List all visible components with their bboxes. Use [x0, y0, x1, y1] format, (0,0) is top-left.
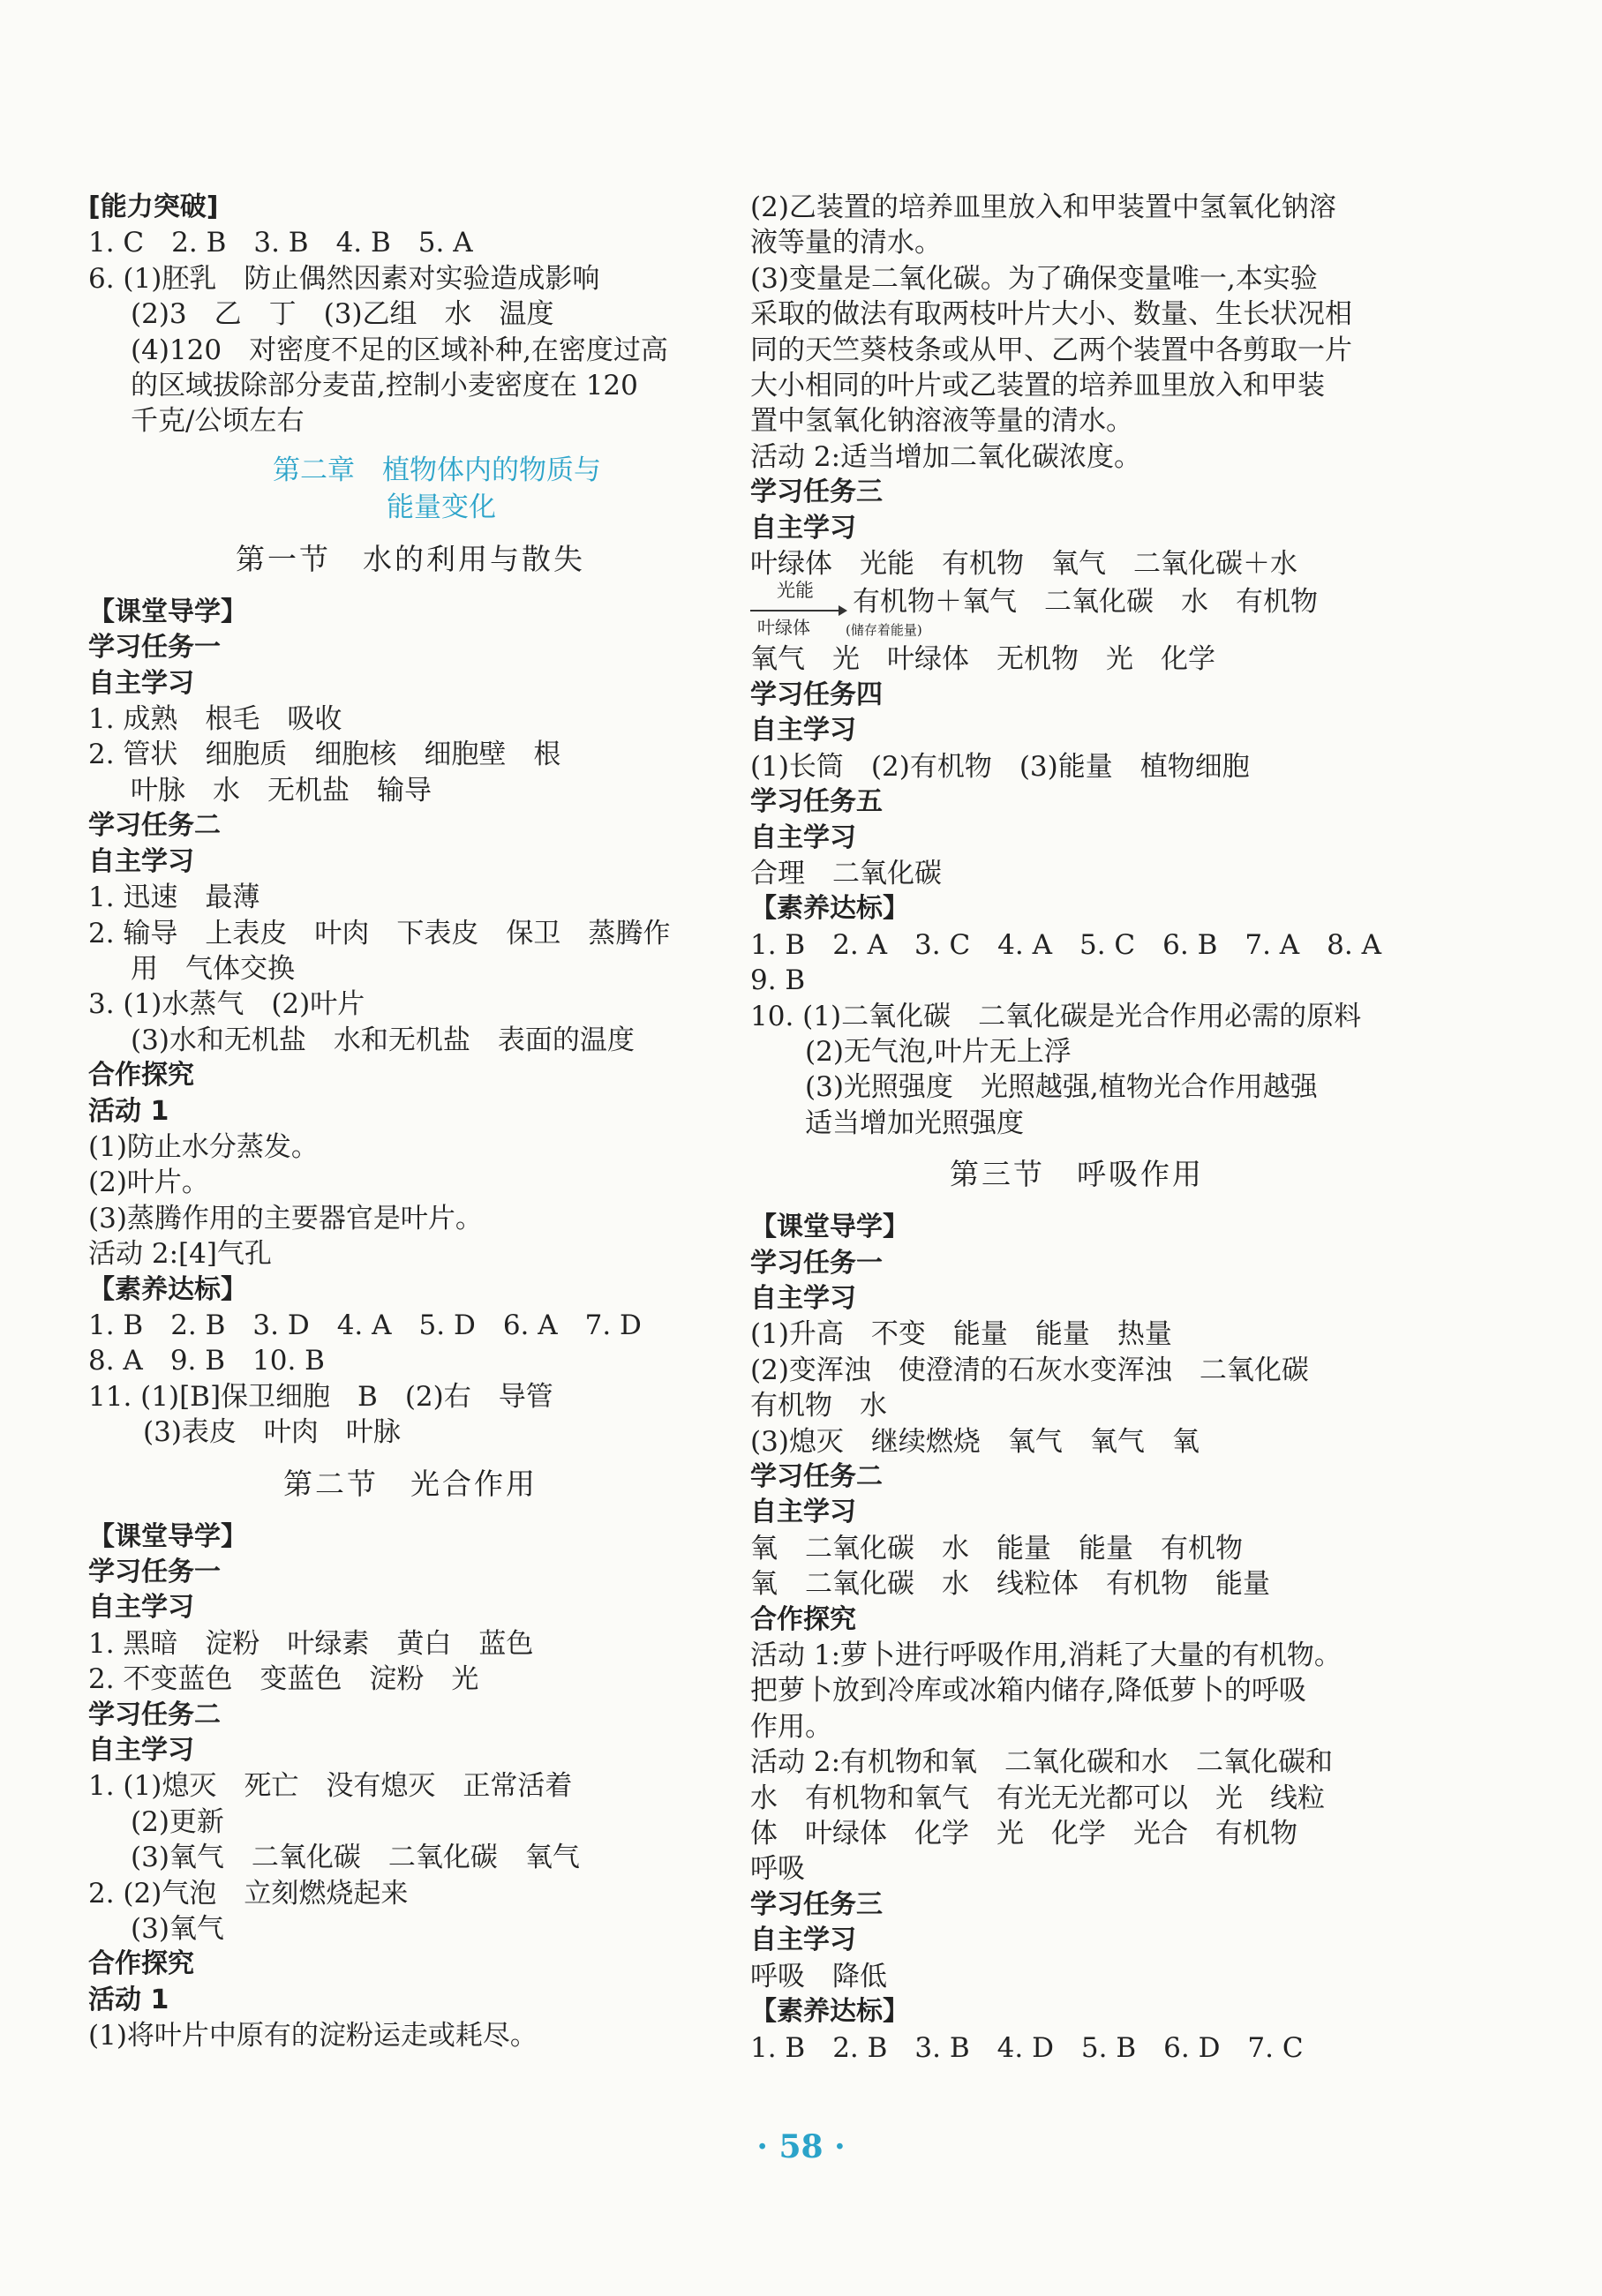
answer-line: 9. B — [750, 964, 806, 997]
answer-line: (1)将叶片中原有的淀粉运走或耗尽。 — [88, 2020, 538, 2052]
study-header: 自主学习 — [88, 1735, 194, 1767]
answer-line: 2. 不变蓝色 变蓝色 淀粉 光 — [88, 1663, 479, 1696]
answer-line: 活动 2:有机物和氧 二氧化碳和水 二氧化碳和 — [750, 1746, 1334, 1779]
study-header: 自主学习 — [750, 822, 856, 853]
answer-line: 千克/公顷左右 — [131, 405, 305, 438]
subsection-header: 【素养达标】 — [750, 893, 909, 925]
chapter-title-line2: 能量变化 — [387, 491, 496, 523]
coop-header: 合作探究 — [750, 1603, 856, 1635]
answer-line: 采取的做法有取两枝叶片大小、数量、生长状况相 — [750, 298, 1352, 331]
answer-line: 1. 迅速 最薄 — [88, 882, 260, 914]
study-header: 自主学习 — [750, 512, 856, 544]
answer-line: 活动 2:适当增加二氧化碳浓度。 — [750, 440, 1142, 473]
subsection-header: 【课堂导学】 — [88, 1520, 247, 1552]
answer-line: (1)长筒 (2)有机物 (3)能量 植物细胞 — [750, 750, 1250, 783]
answer-line: 的区域拔除部分麦苗,控制小麦密度在 120 — [131, 370, 638, 402]
answer-line: (2)乙装置的培养皿里放入和甲装置中氢氧化钠溶 — [750, 191, 1336, 223]
task-header: 学习任务一 — [88, 632, 221, 664]
answer-line: 液等量的清水。 — [750, 227, 942, 259]
answer-line: 氧气 光 叶绿体 无机物 光 化学 — [750, 643, 1215, 676]
equation-condition: 光能 — [777, 580, 814, 602]
study-header: 自主学习 — [750, 1282, 856, 1314]
study-header: 自主学习 — [88, 1592, 194, 1624]
answer-line: 10. (1)二氧化碳 二氧化碳是光合作用必需的原料 — [750, 1000, 1362, 1032]
answer-line: (2)更新 — [131, 1805, 224, 1838]
answer-line: 把萝卜放到冷库或冰箱内储存,降低萝卜的呼吸 — [750, 1675, 1306, 1707]
answer-line: 作用。 — [750, 1710, 832, 1743]
answer-line: (1)防止水分蒸发。 — [88, 1130, 319, 1163]
equation-note: (储存着能量) — [846, 622, 922, 639]
subsection-header: 【课堂导学】 — [750, 1212, 909, 1243]
task-header: 学习任务四 — [750, 679, 883, 710]
answer-line: 适当增加光照强度 — [805, 1107, 1024, 1139]
page-number: · 58 · — [756, 2128, 846, 2165]
task-header: 学习任务二 — [750, 1461, 883, 1492]
answer-line: 11. (1)[B]保卫细胞 B (2)右 导管 — [88, 1380, 553, 1413]
answer-line: (1)升高 不变 能量 能量 热量 — [750, 1318, 1172, 1351]
answer-line: 合理 二氧化碳 — [750, 857, 942, 889]
chapter-title — [88, 452, 733, 526]
answer-line: 氧 二氧化碳 水 能量 能量 有机物 — [750, 1532, 1243, 1564]
answer-line: 1. 成熟 根毛 吸收 — [88, 703, 342, 736]
answer-line: 大小相同的叶片或乙装置的培养皿里放入和甲装 — [750, 370, 1325, 402]
answer-line: 1. B 2. B 3. B 4. D 5. B 6. D 7. C — [750, 2031, 1304, 2064]
answer-line: 叶绿体 光能 有机物 氧气 二氧化碳＋水 — [750, 548, 1297, 581]
subsection-header: 【素养达标】 — [750, 1996, 909, 2028]
section-title: 第一节 水的利用与散失 — [236, 541, 585, 576]
answer-line: 3. (1)水蒸气 (2)叶片 — [88, 988, 365, 1021]
study-header: 自主学习 — [750, 715, 856, 747]
answer-line: 1. B 2. B 3. D 4. A 5. D 6. A 7. D — [88, 1309, 642, 1341]
answer-line: 体 叶绿体 化学 光 化学 光合 有机物 — [750, 1818, 1297, 1850]
answer-line: (3)表皮 叶肉 叶脉 — [143, 1416, 401, 1449]
task-header: 学习任务三 — [750, 1888, 883, 1920]
answer-line: (2)3 乙 丁 (3)乙组 水 温度 — [131, 298, 554, 331]
chapter-title-line1: 第二章 植物体内的物质与 — [273, 454, 601, 486]
subsection-header: 【课堂导学】 — [88, 596, 247, 627]
task-header: 学习任务一 — [88, 1557, 221, 1587]
answer-line: 2. 管状 细胞质 细胞核 细胞壁 根 — [88, 739, 561, 771]
activity-header: 活动 1 — [88, 1095, 169, 1127]
subsection-header: 【素养达标】 — [88, 1273, 247, 1305]
answer-line: 1. C 2. B 3. B 4. B 5. A — [88, 227, 473, 259]
answer-line: 置中氢氧化钠溶液等量的清水。 — [750, 405, 1133, 438]
answer-line: 活动 2:[4]气孔 — [88, 1238, 272, 1271]
answer-line: (3)氧气 二氧化碳 二氧化碳 氧气 — [131, 1842, 580, 1874]
answer-line: 呼吸 — [750, 1853, 805, 1886]
answer-line: (3)变量是二氧化碳。为了确保变量唯一,本实验 — [750, 262, 1318, 295]
answer-line: (2)叶片。 — [88, 1167, 209, 1199]
answer-line: (2)变浑浊 使澄清的石灰水变浑浊 二氧化碳 — [750, 1354, 1309, 1386]
answer-line: 呼吸 降低 — [750, 1960, 887, 1992]
answer-line: (3)光照强度 光照越强,植物光合作用越强 — [805, 1071, 1318, 1104]
answer-line: 叶脉 水 无机盐 输导 — [131, 774, 432, 807]
answer-line: 1. B 2. A 3. C 4. A 5. C 6. B 7. A 8. A — [750, 928, 1381, 961]
answer-line: 2. 输导 上表皮 叶肉 下表皮 保卫 蒸腾作 — [88, 917, 671, 949]
answer-line: (3)熄灭 继续燃烧 氧气 氧气 氧 — [750, 1425, 1200, 1458]
study-header: 自主学习 — [750, 1497, 856, 1528]
section-title: 第二节 光合作用 — [283, 1466, 538, 1501]
answer-line: 用 气体交换 — [131, 952, 295, 985]
answer-line: (3)蒸腾作用的主要器官是叶片。 — [88, 1202, 483, 1234]
task-header: 学习任务一 — [750, 1247, 883, 1279]
section-header: [能力突破] — [88, 191, 219, 222]
right-column — [750, 190, 1403, 2066]
task-header: 学习任务五 — [750, 786, 883, 818]
study-header: 自主学习 — [88, 845, 194, 877]
answer-line: (4)120 对密度不足的区域补种,在密度过高 — [131, 334, 668, 366]
answer-line: (2)无气泡,叶片无上浮 — [805, 1035, 1072, 1068]
answer-line: 水 有机物和氧气 有光无光都可以 光 线粒 — [750, 1782, 1325, 1814]
answer-line: (3)水和无机盐 水和无机盐 表面的温度 — [131, 1024, 635, 1056]
section-title: 第三节 呼吸作用 — [950, 1157, 1204, 1192]
answer-line: (3)氧气 — [131, 1913, 224, 1946]
task-header: 学习任务二 — [88, 810, 221, 842]
answer-line: 同的天竺葵枝条或从甲、乙两个装置中各剪取一片 — [750, 334, 1352, 366]
study-header: 自主学习 — [88, 667, 194, 699]
photosynthesis-equation — [750, 580, 1403, 642]
answer-line: 1. 黑暗 淀粉 叶绿素 黄白 蓝色 — [88, 1627, 534, 1660]
task-header: 学习任务二 — [88, 1699, 221, 1730]
coop-header: 合作探究 — [88, 1948, 194, 1980]
task-header: 学习任务三 — [750, 476, 883, 508]
equation-products: 有机物＋氧气 二氧化碳 水 有机物 — [853, 586, 1318, 619]
left-column — [88, 190, 733, 2054]
study-header: 自主学习 — [750, 1925, 856, 1956]
answer-line: 1. (1)熄灭 死亡 没有熄灭 正常活着 — [88, 1770, 573, 1803]
answer-line: 活动 1:萝卜进行呼吸作用,消耗了大量的有机物。 — [750, 1639, 1342, 1672]
answer-line: 氧 二氧化碳 水 线粒体 有机物 能量 — [750, 1568, 1270, 1601]
answer-line: 有机物 水 — [750, 1390, 887, 1422]
answer-line: 8. A 9. B 10. B — [88, 1345, 325, 1377]
coop-header: 合作探究 — [88, 1060, 194, 1092]
equation-catalyst: 叶绿体 — [757, 617, 810, 639]
activity-header: 活动 1 — [88, 1984, 169, 2015]
answer-line: 6. (1)胚乳 防止偶然因素对实验造成影响 — [88, 262, 600, 295]
reaction-arrow-icon — [750, 610, 846, 612]
answer-line: 2. (2)气泡 立刻燃烧起来 — [88, 1877, 409, 1910]
